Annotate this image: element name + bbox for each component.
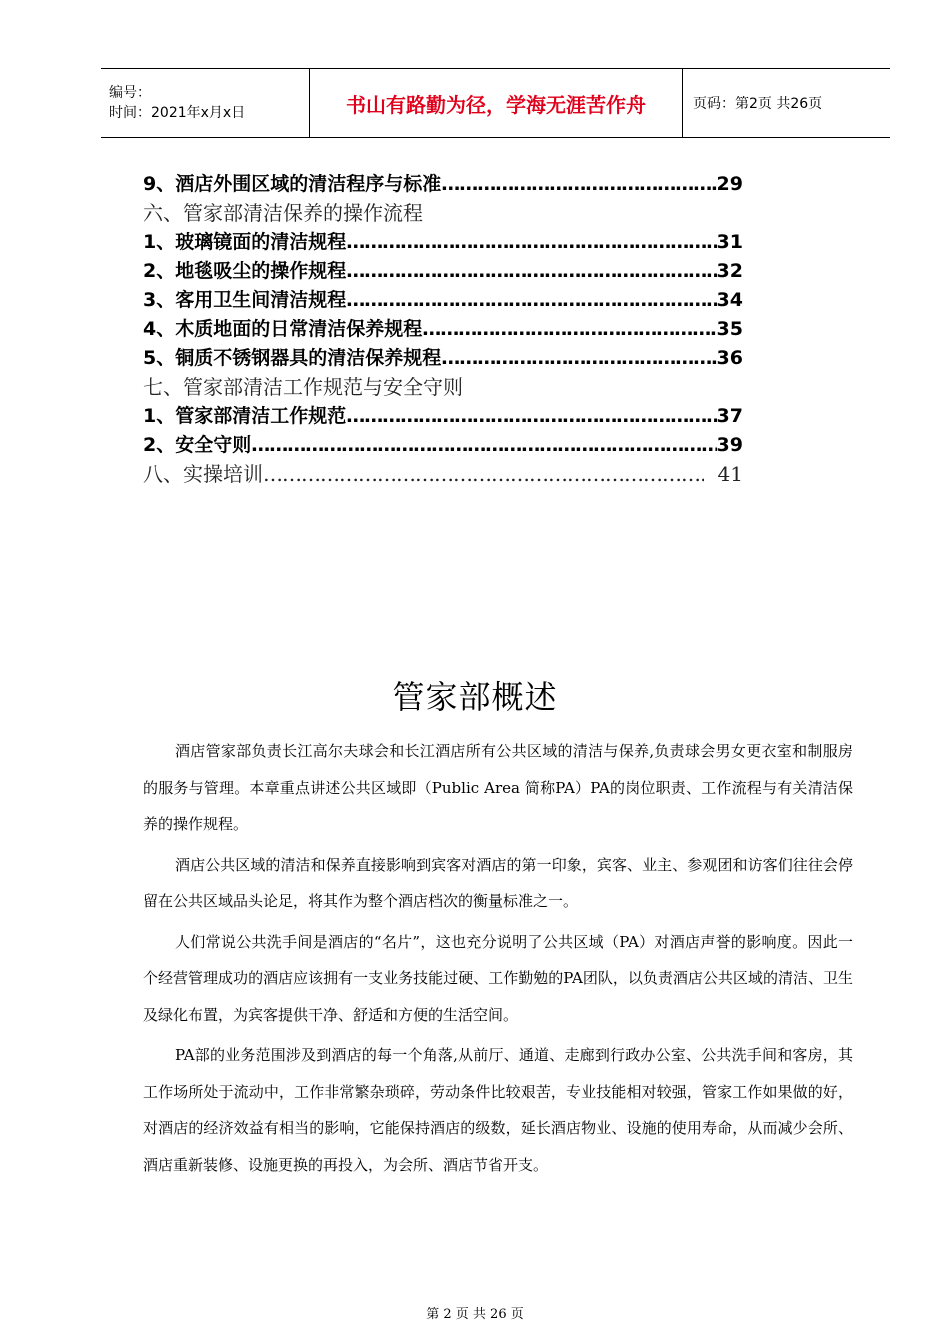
toc-entry-label: 4、木质地面的日常清洁保养规程 <box>143 318 423 340</box>
toc-leader-dots <box>346 228 716 257</box>
toc-entry[interactable] <box>143 460 743 489</box>
toc-entry[interactable] <box>143 431 743 460</box>
table-of-contents <box>143 170 743 489</box>
toc-leader-dots <box>441 170 716 199</box>
toc-entry-label: 八、实操培训 <box>143 462 263 486</box>
toc-leader-dots <box>346 402 716 431</box>
toc-entry-page: 36 <box>716 347 743 369</box>
motto-text: 书山有路勤为径，学海无涯苦作舟 <box>346 92 646 117</box>
toc-entry-page: 39 <box>716 434 743 456</box>
toc-leader-dots <box>422 315 716 344</box>
toc-entry-label: 六、管家部清洁保养的操作流程 <box>143 201 423 225</box>
toc-entry[interactable] <box>143 344 743 373</box>
toc-entry-page: 37 <box>716 405 743 427</box>
toc-entry-label: 5、铜质不锈钢器具的清洁保养规程 <box>143 347 442 369</box>
page-header <box>101 68 890 138</box>
date-line: 时间：2021年x月x日 <box>109 105 246 121</box>
number-label: 编号： <box>109 85 151 101</box>
header-page-info <box>683 69 890 137</box>
toc-entry-label: 9、酒店外围区域的清洁程序与标准 <box>143 173 442 195</box>
toc-entry-page: 35 <box>716 318 743 340</box>
paragraph: 人们常说公共洗手间是酒店的“名片”，这也充分说明了公共区域（PA）对酒店声誉的影响度。因此一个经营管理成功的酒店应该拥有一支业务技能过硬、工作勤勉的PA团队，以负责酒店公共区域的清洁、卫生及绿化布置，为宾客提供干净、舒适和方便的生活空间。 <box>143 932 853 1024</box>
toc-entry-page: 32 <box>716 260 743 282</box>
toc-leader-dots <box>346 257 716 286</box>
toc-entry-label: 1、玻璃镜面的清洁规程 <box>143 231 347 253</box>
toc-entry[interactable] <box>143 228 743 257</box>
toc-entry-page: 34 <box>716 289 743 311</box>
toc-entry-label: 1、管家部清洁工作规范 <box>143 405 347 427</box>
toc-entry-page: 41 <box>717 462 743 486</box>
toc-entry-label: 七、管家部清洁工作规范与安全守则 <box>143 375 463 399</box>
toc-leader-dots <box>346 286 716 315</box>
body-text <box>143 733 853 1187</box>
paragraph: 酒店管家部负责长江高尔夫球会和长江酒店所有公共区域的清洁与保养,负责球会男女更衣室和制服房的服务与管理。本章重点讲述公共区域即（Public Area 简称PA）PA的岗位职责、工作流程与有关清洁保养的操作规程。 <box>143 742 853 833</box>
paragraph: PA部的业务范围涉及到酒店的每一个角落,从前厅、通道、走廊到行政办公室、公共洗手间和客房，其工作场所处于流动中，工作非常繁杂琐碎，劳动条件比较艰苦，专业技能相对较强，管家工作如果做的好，对酒店的经济效益有相当的影响，它能保持酒店的级数，延长酒店物业、设施的使用寿命，从而减少会所、酒店重新装修、设施更换的再投入，为会所、酒店节省开支。 <box>143 1046 853 1174</box>
toc-entry[interactable] <box>143 402 743 431</box>
header-motto <box>309 69 683 137</box>
toc-entry[interactable] <box>143 286 743 315</box>
page-footer: 第 2 页 共 26 页 <box>426 1307 524 1322</box>
toc-entry-page: 29 <box>716 173 743 195</box>
section-title: 管家部概述 <box>392 678 558 716</box>
toc-leader-dots <box>441 344 716 373</box>
toc-leader-dots <box>251 431 716 460</box>
toc-entry-label: 2、地毯吸尘的操作规程 <box>143 260 347 282</box>
toc-entry-label: 2、安全守则 <box>143 434 252 456</box>
header-meta <box>101 69 309 137</box>
toc-entry-label: 3、客用卫生间清洁规程 <box>143 289 347 311</box>
toc-entry[interactable] <box>143 257 743 286</box>
toc-entry[interactable] <box>143 315 743 344</box>
toc-leader-dots <box>263 460 704 489</box>
toc-entry[interactable] <box>143 170 743 199</box>
page-info-text: 页码：第2页 共26页 <box>693 96 823 112</box>
toc-entry[interactable] <box>143 373 743 402</box>
toc-entry[interactable] <box>143 199 743 228</box>
toc-entry-page: 31 <box>716 231 743 253</box>
paragraph: 酒店公共区域的清洁和保养直接影响到宾客对酒店的第一印象，宾客、业主、参观团和访客们往往会停留在公共区域品头论足，将其作为整个酒店档次的衡量标准之一。 <box>143 855 853 910</box>
